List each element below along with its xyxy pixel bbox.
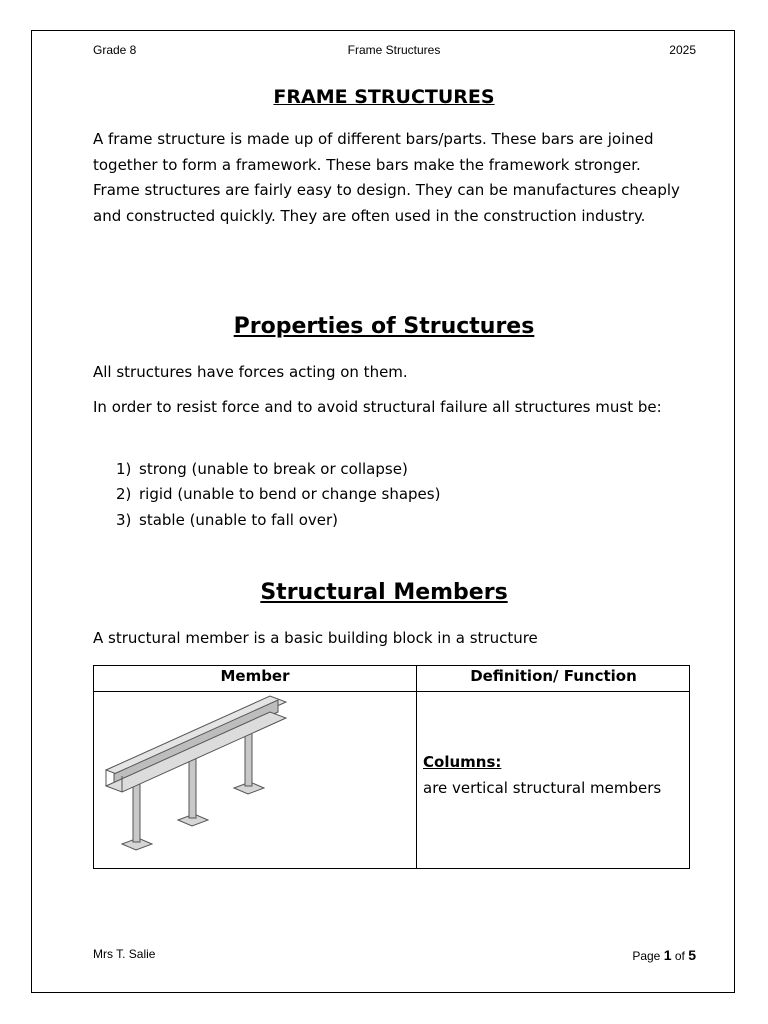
page-total: 5	[688, 947, 696, 963]
header-year: 2025	[669, 43, 696, 57]
table-column-divider	[416, 666, 417, 868]
list-number: 1)	[116, 460, 132, 478]
members-table	[93, 665, 690, 869]
header-subject: Frame Structures	[347, 43, 441, 57]
properties-list	[116, 457, 440, 533]
page-title: FRAME STRUCTURES	[273, 86, 495, 108]
page-current: 1	[663, 947, 672, 963]
columns-definition: are vertical structural members	[423, 779, 662, 797]
page-label: Page	[632, 949, 661, 963]
table-header-member: Member	[220, 667, 290, 685]
properties-heading: Properties of Structures	[233, 314, 535, 339]
list-item	[116, 457, 440, 482]
list-text: rigid (unable to bend or change shapes)	[139, 485, 441, 504]
list-text: stable (unable to fall over)	[139, 510, 339, 529]
list-item	[116, 482, 440, 507]
header-grade: Grade 8	[93, 43, 137, 57]
columns-term: Columns:	[423, 753, 502, 771]
member-intro-paragraph: A structural member is a basic building block in a structure	[93, 629, 538, 647]
members-heading: Structural Members	[260, 580, 508, 605]
list-item	[116, 508, 440, 533]
footer-author: Mrs T. Salie	[93, 947, 156, 961]
list-number: 2)	[116, 485, 132, 504]
resist-paragraph: In order to resist force and to avoid structural failure all structures must be:	[93, 398, 662, 416]
footer-page-number	[560, 947, 696, 963]
table-header-definition: Definition/ Function	[470, 667, 637, 685]
column-beam-illustration	[100, 692, 296, 864]
of-label: of	[674, 949, 685, 963]
forces-paragraph: All structures have forces acting on them.	[93, 363, 408, 381]
intro-paragraph: A frame structure is made up of different bars/parts. These bars are joined together to form a framework. These bars make the framework stronger. Frame structures are fairly easy to design. They can be manufactures cheaply and constructed quickly. They are often used in the construction industry.	[93, 130, 680, 225]
list-number: 3)	[116, 510, 132, 529]
list-text: strong (unable to break or collapse)	[139, 460, 408, 478]
